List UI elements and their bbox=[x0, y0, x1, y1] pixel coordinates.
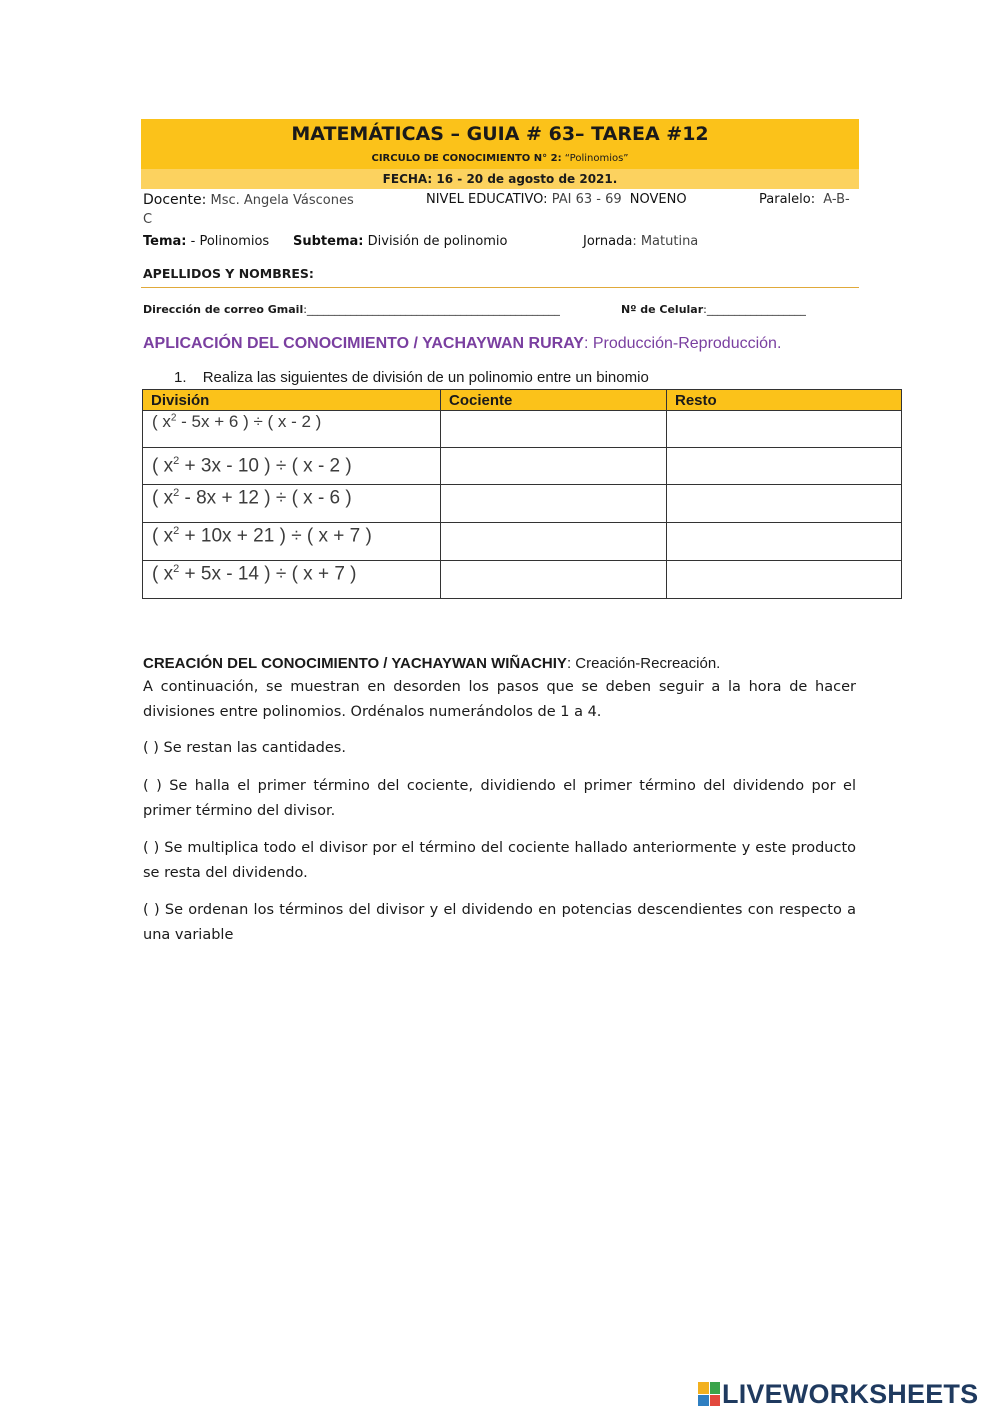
header-resto: Resto bbox=[667, 390, 902, 411]
phone-line: :__________________ bbox=[703, 303, 806, 316]
phone-row bbox=[621, 303, 806, 316]
logo-text: LIVEWORKSHEETS bbox=[722, 1378, 979, 1409]
expr-exponent: 2 bbox=[173, 525, 180, 537]
liveworksheets-logo[interactable] bbox=[698, 1378, 978, 1410]
table-row bbox=[143, 448, 902, 485]
instruction-text: Realiza las siguientes de división de un polinomio entre un binomio bbox=[202, 369, 649, 386]
paralelo-row bbox=[759, 192, 850, 207]
division-expression bbox=[143, 523, 441, 561]
docente-value: Msc. Angela Váscones bbox=[210, 193, 354, 208]
docente-label: Docente: bbox=[143, 192, 207, 208]
expr-exponent: 2 bbox=[173, 563, 180, 575]
division-expression bbox=[143, 448, 441, 485]
table-row bbox=[143, 561, 902, 599]
expr-part: ( x bbox=[152, 487, 174, 509]
step-item: ( ) Se ordenan los términos del divisor y el dividendo en potencias descendientes con respecto a una variable bbox=[143, 902, 856, 943]
expr-exponent: 2 bbox=[173, 487, 180, 499]
instruction-number: 1. bbox=[174, 369, 187, 386]
instruction bbox=[174, 369, 649, 386]
email-row bbox=[143, 303, 560, 316]
table-header-row bbox=[143, 390, 902, 411]
grade-value: NOVENO bbox=[629, 192, 687, 207]
jornada-value: : Matutina bbox=[632, 234, 699, 249]
jornada-row bbox=[583, 234, 698, 249]
expr-part: ( x bbox=[152, 412, 171, 431]
creation-heading-bold: CREACIÓN DEL CONOCIMIENTO / YACHAYWAN WIÑACHIY bbox=[143, 655, 567, 672]
cociente-answer-cell[interactable] bbox=[441, 485, 667, 523]
names-underline bbox=[141, 287, 859, 288]
step-item: ( ) Se restan las cantidades. bbox=[143, 740, 346, 756]
tema-value: - Polinomios bbox=[190, 234, 270, 249]
expr-part: + 10x + 21 ) ÷ ( x + 7 ) bbox=[179, 525, 372, 547]
application-heading bbox=[143, 335, 781, 353]
cociente-answer-cell[interactable] bbox=[441, 448, 667, 485]
expr-exponent: 2 bbox=[170, 412, 177, 424]
expr-part: + 5x - 14 ) ÷ ( x + 7 ) bbox=[179, 563, 357, 585]
email-label: Dirección de correo Gmail bbox=[143, 303, 304, 316]
division-expression bbox=[143, 411, 441, 448]
division-expression bbox=[143, 561, 441, 599]
table-row bbox=[143, 523, 902, 561]
resto-answer-cell[interactable] bbox=[667, 561, 902, 599]
expr-part: ( x bbox=[152, 563, 174, 585]
jornada-label: Jornada bbox=[583, 234, 633, 249]
expr-part: + 3x - 10 ) ÷ ( x - 2 ) bbox=[179, 455, 352, 477]
subtema-row bbox=[293, 234, 508, 249]
docente-row bbox=[143, 192, 354, 208]
table-row bbox=[143, 411, 902, 448]
expr-part: - 5x + 6 ) ÷ ( x - 2 ) bbox=[176, 412, 322, 431]
cociente-answer-cell[interactable] bbox=[441, 561, 667, 599]
paralelo-value-cont: C bbox=[143, 212, 153, 227]
step-item: ( ) Se multiplica todo el divisor por el término del cociente hallado anteriormente y este producto se resta del dividendo. bbox=[143, 840, 856, 881]
division-expression bbox=[143, 485, 441, 523]
expr-part: ( x bbox=[152, 455, 174, 477]
paralelo-label: Paralelo: bbox=[759, 192, 816, 207]
application-heading-bold: APLICACIÓN DEL CONOCIMIENTO / YACHAYWAN RURAY bbox=[143, 335, 584, 352]
resto-answer-cell[interactable] bbox=[667, 485, 902, 523]
expr-exponent: 2 bbox=[173, 454, 180, 467]
creation-heading bbox=[143, 655, 720, 672]
email-line: :______________________________________________ bbox=[303, 303, 560, 316]
nivel-label: NIVEL EDUCATIVO: bbox=[426, 192, 548, 207]
nivel-row bbox=[426, 192, 687, 207]
creation-heading-rest: : Creación-Recreación. bbox=[566, 655, 721, 672]
liveworksheets-logo-icon bbox=[698, 1382, 720, 1406]
circle-of-knowledge bbox=[141, 149, 859, 169]
circle-label: CIRCULO DE CONOCIMIENTO N° 2: bbox=[371, 153, 562, 164]
cociente-answer-cell[interactable] bbox=[441, 411, 667, 448]
date-line: FECHA: 16 - 20 de agosto de 2021. bbox=[141, 169, 859, 189]
paralelo-value: A-B- bbox=[823, 192, 850, 207]
cociente-answer-cell[interactable] bbox=[441, 523, 667, 561]
creation-intro: A continuación, se muestran en desorden los pasos que se deben seguir a la hora de hacer divisiones entre polinomios. Ordénalos numerándolos de 1 a 4. bbox=[143, 679, 856, 720]
subtema-label: Subtema: bbox=[293, 234, 364, 249]
table-row bbox=[143, 485, 902, 523]
subtema-value: División de polinomio bbox=[367, 234, 508, 249]
division-table bbox=[142, 389, 902, 599]
names-label: APELLIDOS Y NOMBRES: bbox=[143, 266, 314, 281]
application-heading-rest: : Producción-Reproducción. bbox=[583, 335, 782, 352]
phone-label: Nº de Celular bbox=[621, 303, 704, 316]
tema-label: Tema: bbox=[143, 234, 187, 249]
resto-answer-cell[interactable] bbox=[667, 448, 902, 485]
tema-row bbox=[143, 234, 269, 249]
step-item: ( ) Se halla el primer término del cociente, dividiendo el primer término del dividendo por el primer término del divisor. bbox=[143, 778, 856, 819]
resto-answer-cell[interactable] bbox=[667, 523, 902, 561]
nivel-value: PAI 63 - 69 bbox=[551, 192, 622, 207]
expr-part: ( x bbox=[152, 525, 174, 547]
worksheet-title: MATEMÁTICAS – GUIA # 63– TAREA #12 bbox=[141, 119, 859, 149]
circle-value: “Polinomios” bbox=[564, 153, 629, 164]
header-division: División bbox=[143, 390, 441, 411]
header-cociente: Cociente bbox=[441, 390, 667, 411]
resto-answer-cell[interactable] bbox=[667, 411, 902, 448]
expr-part: - 8x + 12 ) ÷ ( x - 6 ) bbox=[179, 487, 352, 509]
